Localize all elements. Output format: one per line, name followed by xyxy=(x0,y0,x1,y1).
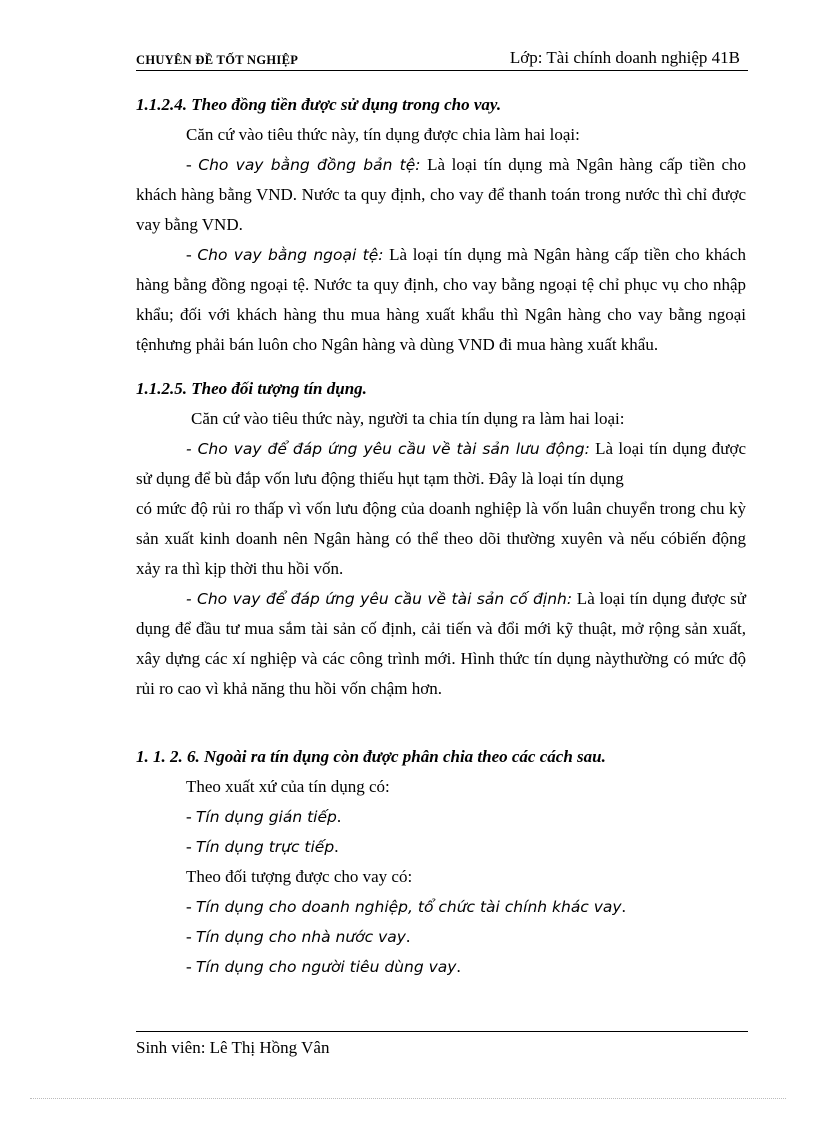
footer-rule xyxy=(136,1031,748,1032)
list-item-text: Tín dụng trực tiếp xyxy=(195,838,335,856)
term-text: Là loại tín dụng được sử dụng để bù đắp vốn lưu động thiếu hụt tạm thời. Đây là loại tín dụng xyxy=(136,439,746,488)
list-item-text: Tín dụng cho người tiêu dùng vay xyxy=(195,958,457,976)
header-thesis-title: CHUYÊN ĐỀ TỐT NGHIỆP xyxy=(136,53,299,67)
paragraph-intro: Căn cứ vào tiêu thức này, người ta chia tín dụng ra làm hai loại: xyxy=(191,409,625,428)
section-heading-1-1-2-5: 1.1.2.5. Theo đối tượng tín dụng. xyxy=(136,379,367,398)
term-label: - Cho vay để đáp ứng yêu cầu về tài sản cố định: xyxy=(186,590,573,608)
term-text: Là loại tín dụng được sử dụng để đầu tư mua sắm tài sản cố định, cải tiến và đổi mới kỹ thuật, mở rộng sản xuất, xây dựng các xí nghiệp và các công trình mới. Hình thức tín dụng nàythường có mức độ rủi ro cao vì khả năng thu hồi vốn chậm hơn. xyxy=(136,589,746,698)
section-heading-1-1-2-6: 1. 1. 2. 6. Ngoài ra tín dụng còn được phân chia theo các cách sau. xyxy=(136,747,606,766)
footer-student-name: Sinh viên: Lê Thị Hồng Vân xyxy=(136,1038,330,1057)
list-item-text: Tín dụng cho nhà nước vay xyxy=(195,928,406,946)
term-text: Là loại tín dụng mà Ngân hàng cấp tiền cho khách hàng bằng đồng ngoại tệ. Nước ta quy định, cho vay bằng ngoại tệ chỉ phục vụ cho nhập khẩu; đối với khách hàng thu mua hàng xuất khẩu thì Ngân hàng cho vay bằng ngoại tệnhưng phải bán luôn cho Ngân hàng và dùng VND đi mua hàng xuất khẩu. xyxy=(136,245,746,354)
page-header xyxy=(136,48,748,70)
paragraph-working-capital xyxy=(136,434,746,494)
header-rule xyxy=(136,70,748,71)
paragraph-foreign-currency: - Cho vay bằng ngoại tệ: Là loại tín dụng mà Ngân hàng cấp tiền cho khách hàng bằng đồng ngoại tệ. Nước ta quy định, cho vay bằng ngoại tệ chỉ phục vụ cho nhập khẩu; đối với khách hàng thu mua hàng xuất khẩu thì Ngân hàng cho vay bằng ngoại tệnhưng phải bán luôn cho Ngân hàng và dùng VND đi mua hàng xuất khẩu. xyxy=(136,245,746,354)
header-class-name: Lớp: Tài chính doanh nghiệp 41B xyxy=(509,48,740,67)
term-text: Là loại tín dụng mà Ngân hàng cấp tiền cho khách hàng bằng VND. Nước ta quy định, cho vay để thanh toán trong nước thì chỉ được vay bằng VND. xyxy=(136,155,746,234)
term-label: - Cho vay để đáp ứng yêu cầu về tài sản lưu động: xyxy=(186,440,590,458)
list-item-text: Tín dụng cho doanh nghiệp, tổ chức tài chính khác vay xyxy=(195,898,622,916)
list-item: - Tín dụng cho doanh nghiệp, tổ chức tài chính khác vay. xyxy=(186,897,626,916)
list-item: - Tín dụng trực tiếp. xyxy=(186,837,339,856)
term-label: Cho vay bằng đồng bản tệ: xyxy=(198,156,421,174)
term-label: Cho vay bằng ngoại tệ: xyxy=(197,246,384,264)
document-body xyxy=(136,90,746,982)
list-item: - Tín dụng cho người tiêu dùng vay. xyxy=(186,957,461,976)
origin-intro: Theo xuất xứ của tín dụng có: xyxy=(186,777,390,796)
list-item: - Tín dụng cho nhà nước vay. xyxy=(186,927,411,946)
paragraph-working-capital-cont: có mức độ rủi ro thấp vì vốn lưu động của doanh nghiệp là vốn luân chuyển trong chu kỳ sản xuất kinh doanh nên Ngân hàng có thể theo dõi thường xuyên và nếu cóbiến động xảy ra thì kịp thời thu hồi vốn. xyxy=(136,499,746,578)
paragraph-fixed-assets xyxy=(136,584,746,704)
paragraph-domestic-currency: - Cho vay bằng đồng bản tệ: Là loại tín dụng mà Ngân hàng cấp tiền cho khách hàng bằng VND. Nước ta quy định, cho vay để thanh toán trong nước thì chỉ được vay bằng VND. xyxy=(136,155,746,234)
object-intro: Theo đối tượng được cho vay có: xyxy=(186,867,413,886)
section-heading-1-1-2-4: 1.1.2.4. Theo đồng tiền được sử dụng trong cho vay. xyxy=(136,95,502,114)
paragraph-intro: Căn cứ vào tiêu thức này, tín dụng được chia làm hai loại: xyxy=(186,125,580,144)
list-item-text: Tín dụng gián tiếp xyxy=(195,808,337,826)
list-item: - Tín dụng gián tiếp. xyxy=(186,807,342,826)
page-bottom-divider xyxy=(30,1098,786,1099)
